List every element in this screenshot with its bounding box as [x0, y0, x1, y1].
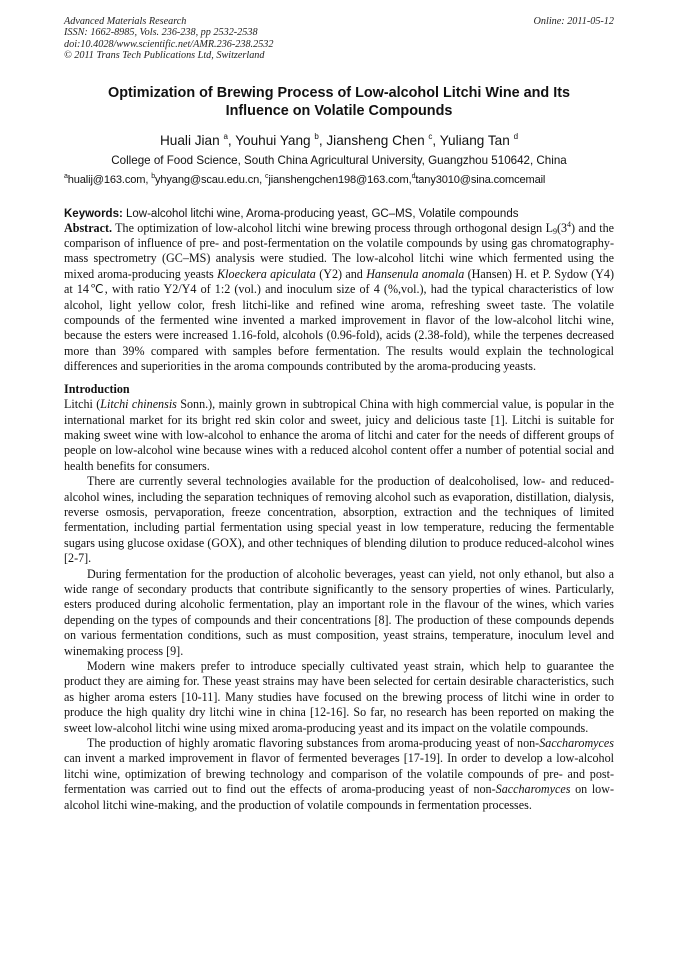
journal-doi[interactable]: doi:10.4028/www.scientific.net/AMR.236-238.2532: [64, 38, 274, 50]
abstract-text: (Y2) and: [315, 266, 367, 281]
abstract-superscript: 4: [567, 219, 572, 229]
online-date: Online: 2011-05-12: [533, 16, 614, 27]
paragraph-text: Litchi (: [64, 397, 101, 412]
email-marker: d: [411, 172, 416, 180]
affiliation: College of Food Science, South China Agricultural University, Guangzhou 510642, China: [111, 153, 567, 167]
paper-title: [64, 84, 614, 121]
abstract-subscript: 9: [552, 226, 557, 236]
section-heading-introduction: Introduction: [64, 381, 130, 396]
intro-paragraph-4: Modern wine makers prefer to introduce specially cultivated yeast strain, which help to guarantee the product they are aiming for. These yeast strains may have been selected for certain desirable characteristics, such as higher aroma esters [10-11]. Many studies have focused on the brewing process of litchi wine in order to produce the high quality dry litchi wine in china [12-16]. So far, no research has been reported on making the sweet low-alcohol litchi wine using mixed aroma-producing yeast and its impact on the volatile compounds.: [64, 659, 614, 735]
intro-paragraph-3: During fermentation for the production of alcoholic beverages, yeast can yield, not only ethanol, but also a wide range of secondary products that contribute significantly to the sensory properties of wines. Particularly, esters produced during alcoholic fermentation, play an important role in the flavour of the wines, which varies depending on the types of compounds and their concentrations [8]. The production of these compounds depends on various fermentation conditions, such as must composition, yeast strains, temperature, inoculum level and winemaking process [9].: [64, 566, 614, 658]
intro-paragraph-2: There are currently several technologies available for the production of dealcoholised, low- and reduced-alcohol wines, including the separation techniques of removing alcohol such as evaporation, distillation, dialysis, reverse osmosis, pervaporation, freeze concentration, absorption, extraction and the techniques of limited fermentation, including partial fermentation using special yeast in low temperature, reducing the fermentable sugars using glucose oxidase (GOX), and other techniques of blending dilution to produce reduced-alcohol wines [2-7].: [64, 474, 614, 566]
email-link[interactable]: tany3010@sina.comcemail: [415, 173, 546, 186]
title-line-2: Influence on Volatile Compounds: [225, 103, 453, 120]
species-name: Kloeckera apiculata: [217, 266, 316, 281]
journal-copyright: © 2011 Trans Tech Publications Ltd, Switzerland: [64, 50, 265, 62]
author-emails: [64, 173, 614, 187]
paragraph-text: The production of highly aromatic flavoring substances from aroma-producing yeast of non-: [87, 736, 540, 751]
email-marker: a: [64, 172, 68, 180]
keywords-label: Keywords:: [64, 207, 123, 220]
author-name: , Youhui Yang: [227, 132, 311, 148]
email-link[interactable]: yhyang@scau.edu.cn,: [154, 173, 266, 186]
title-line-1: Optimization of Brewing Process of Low-alcohol Litchi Wine and Its: [108, 84, 570, 101]
genus-name: Saccharomyces: [539, 736, 614, 751]
paragraph-text: on low-alcohol litchi wine-making, and the production of volatile compounds in fermentation processes.: [64, 782, 614, 812]
species-name: Litchi chinensis: [100, 397, 177, 412]
abstract-text: (3: [556, 220, 568, 235]
author-name: , Yuliang Tan: [432, 132, 510, 148]
species-name: Hansenula anomala: [366, 266, 465, 281]
keywords: [64, 207, 614, 221]
author-marker: c: [428, 131, 433, 141]
email-link[interactable]: jianshengchen198@163.com,: [268, 173, 412, 186]
email-marker: c: [265, 172, 269, 180]
author-marker: a: [223, 131, 228, 141]
abstract-text: The optimization of low-alcohol litchi wine brewing process through orthogonal design L: [112, 220, 553, 235]
paragraph-text: can invent a marked improvement in flavor of fermented beverages [17-19]. In order to develop a low-alcohol litchi wine, optimization of brewing technology and comparison of the volatile compounds of pre- and post-fermentation was carried out to find out the effects of aroma-producing yeast of non-: [64, 751, 614, 797]
paragraph-text: Sonn.), mainly grown in subtropical China with high commercial value, is popular in the international market for its bright red skin color and sweet, juicy and delicious taste [1]. Litchi is suitable for making sweet wine with low-alcohol to enhance the aroma of litchi and cater for the needs of different groups of people on low-alcohol wine because wines with a reduced alcohol content offer a number of potential social and health benefits for consumers.: [64, 397, 614, 473]
abstract: [64, 221, 614, 375]
journal-header: [64, 16, 614, 62]
intro-paragraph-1: [64, 397, 614, 474]
author-marker: d: [513, 131, 519, 141]
journal-name: Advanced Materials Research: [64, 16, 187, 27]
abstract-text: (Hansen) H. et P. Sydow (Y4) at 14℃, with ratio Y2/Y4 of 1:2 (vol.) and inoculum size of 4 (%,vol.), had the typical characteristics of low alcohol, light yellow color, fresh litchi-like and refined wine aroma, refreshing sweet taste. The volatile compounds of the fermented wine invented a marked improvement in flavor of the low-alcohol litchi wine, because the esters were increased 1.16-fold, alcohols (0.96-fold), acids (2.38-fold), while the terpenes decreased more than 39% compared with samples before fermentation. The results would explain the technological differences and superiorities in the aroma compounds contributed by the aroma-producing yeasts.: [64, 266, 614, 374]
intro-paragraph-5: [64, 736, 614, 813]
abstract-text: ) and the comparison of influence of pre- and post-fermentation on the volatile compounds by using gas chromatography-mass spectrometry (GC–MS) analysis were studied. The low-alcohol litchi wine which fermented using the mixed aroma-producing yeasts: [64, 220, 615, 281]
author-list: [64, 132, 614, 149]
journal-issn: ISSN: 1662-8985, Vols. 236-238, pp 2532-2538: [64, 27, 258, 39]
author-name: , Jiansheng Chen: [318, 132, 425, 148]
author-name: Huali Jian: [159, 132, 220, 148]
abstract-label: Abstract.: [64, 220, 113, 235]
email-marker: b: [151, 172, 155, 180]
keywords-text: Low-alcohol litchi wine, Aroma-producing yeast, GC–MS, Volatile compounds: [122, 207, 519, 220]
author-marker: b: [314, 131, 319, 141]
email-link[interactable]: hualij@163.com,: [67, 173, 152, 186]
genus-name: Saccharomyces: [495, 782, 571, 797]
